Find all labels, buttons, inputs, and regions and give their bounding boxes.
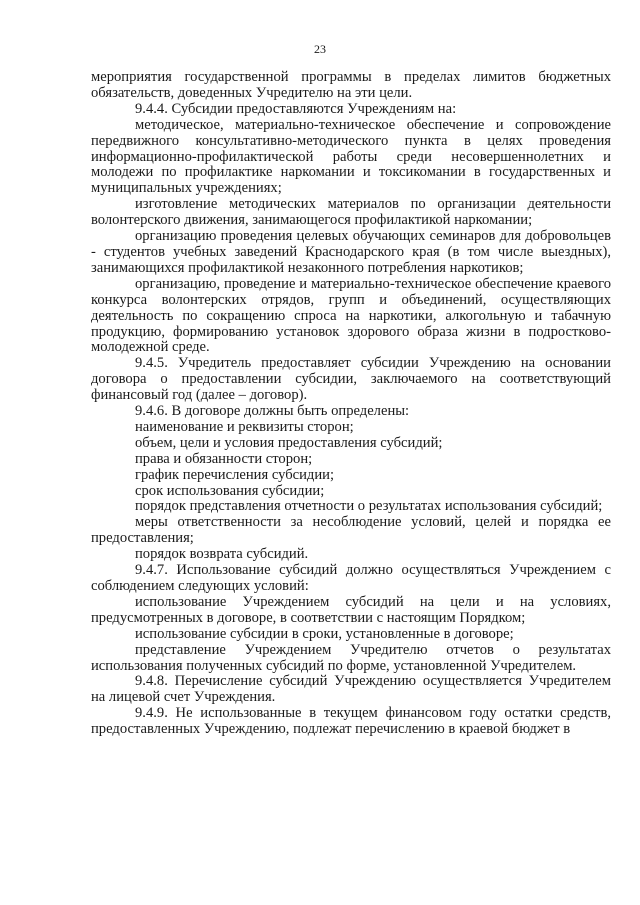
list-item: объем, цели и условия предоставления субсидий; <box>135 434 443 451</box>
section-paragraph-9-4-6: 9.4.6. В договоре должны быть определены: <box>135 403 410 420</box>
section-paragraph-9-4-5: 9.4.5. Учредитель предоставляет субсидии Учреждению на основании договора о предоставлении субсидии, заключаемого на соответствующий финансовый год (далее – договор). <box>91 355 611 404</box>
section-paragraph-9-4-4: 9.4.4. Субсидии предоставляются Учреждениям на: <box>135 100 457 117</box>
list-item: права и обязанности сторон; <box>135 450 313 467</box>
section-paragraph-9-4-7: 9.4.7. Использование субсидий должно осуществляться Учреждением с соблюдением следующих условий: <box>91 562 611 594</box>
list-item: организацию, проведение и материально-техническое обеспечение краевого конкурса волонтерских отрядов, групп и объединений, осуществляющих деятельность по сокращению спроса на наркотики, алкогольную и табачную продукцию, формированию установок здорового образа жизни в подростково-молодежной среде. <box>91 275 611 356</box>
list-item: использование Учреждением субсидий на цели и на условиях, предусмотренных в договоре, в соответствии с настоящим Порядком; <box>91 593 611 626</box>
list-item: порядок представления отчетности о результатах использования субсидий; <box>135 498 603 515</box>
document-body <box>91 70 611 738</box>
list-item: график перечисления субсидии; <box>135 466 335 483</box>
section-paragraph-9-4-9: 9.4.9. Не использованные в текущем финансовом году остатки средств, предоставленных Учреждению, подлежат перечислению в краевой бюджет в <box>91 705 611 738</box>
list-item: представление Учреждением Учредителю отчетов о результатах использования полученных субсидий по форме, установленной Учредителем. <box>91 641 611 674</box>
page-number: 23 <box>314 42 326 56</box>
paragraph: мероприятия государственной программы в пределах лимитов бюджетных обязательств, доведенных Учредителю на эти цели. <box>91 69 611 101</box>
list-item: порядок возврата субсидий. <box>135 546 309 563</box>
list-item: организацию проведения целевых обучающих семинаров для добровольцев - студентов учебных заведений Краснодарского края (в том числе выездных), занимающихся профилактикой незаконного потребления наркотиков; <box>91 228 611 276</box>
list-item: изготовление методических материалов по организации деятельности волонтерского движения, занимающегося профилактикой наркомании; <box>91 196 611 229</box>
list-item: меры ответственности за несоблюдение условий, целей и порядка ее предоставления; <box>91 514 611 547</box>
list-item: методическое, материально-техническое обеспечение и сопровождение передвижного консультативно-методического пункта в целях проведения информационно-профилактической работы среди несовершеннолетних и молодежи по профилактике наркомании и токсикомании в государственных и муниципальных учреждениях; <box>91 116 611 197</box>
list-item: использование субсидии в сроки, установленные в договоре; <box>135 625 514 642</box>
list-item: срок использования субсидии; <box>135 482 325 499</box>
section-paragraph-9-4-8: 9.4.8. Перечисление субсидий Учреждению осуществляется Учредителем на лицевой счет Учреждения. <box>91 673 611 706</box>
list-item: наименование и реквизиты сторон; <box>135 418 354 435</box>
